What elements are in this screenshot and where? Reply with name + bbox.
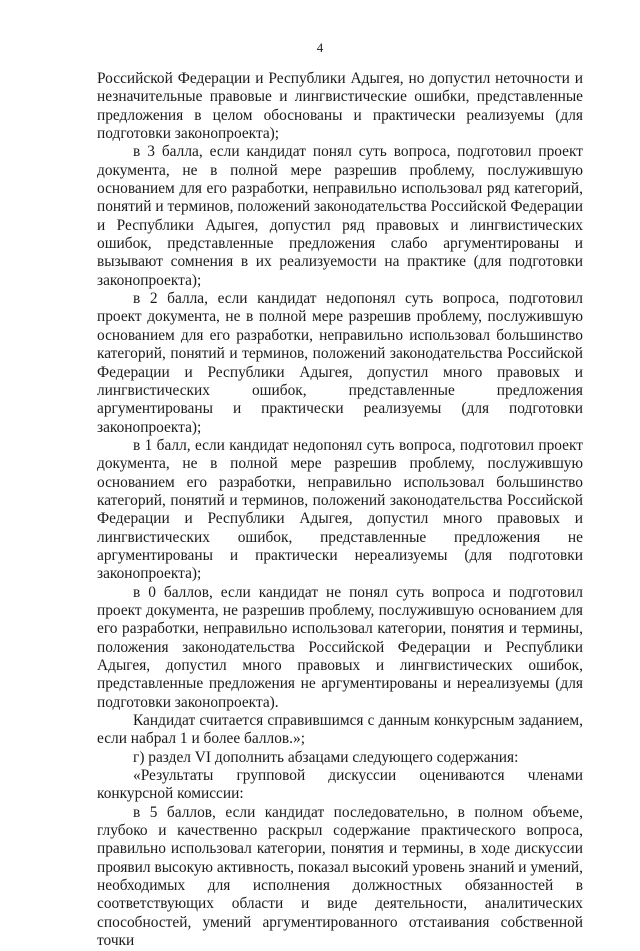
paragraph-pass-condition: Кандидат считается справившимся с данным конкурсным заданием, если набрал 1 и более баллов.»; [97,712,583,748]
paragraph-score-1: в 1 балл, если кандидат недопонял суть вопроса, подготовил проект документа, не в полной мере разрешив проблему, послужившую основанием его разработки, неправильно использовал большинство категорий, понятий и терминов, положений законодательства Российской Федерации и Республики Адыгея, допустил много правовых и лингвистических ошибок, представленные предложения не аргументированы и практически нереализуемы (для подготовки законопроекта); [97,436,583,583]
paragraph-score-3: в 3 балла, если кандидат понял суть вопроса, подготовил проект документа, не в полной мере разрешив проблему, послужившую основанием для его разработки, неправильно использовал ряд категорий, понятий и терминов, положений законодательства Российской Федерации и Республики Адыгея, допустил ряд правовых и лингвистических ошибок, представленные предложения слабо аргументированы и вызывают сомнения в их реализуемости на практике (для подготовки законопроекта); [97,143,583,289]
paragraph-continuation: Российской Федерации и Республики Адыгея, но допустил неточности и незначительные правовые и лингвистические ошибки, представленные предложения в целом обоснованы и практически реализуемы (для подготовки законопроекта); [97,70,583,143]
paragraph-section-vi-amendment: г) раздел VI дополнить абзацами следующего содержания: [133,748,519,766]
page-number: 4 [316,40,324,55]
paragraph-score-0: в 0 баллов, если кандидат не понял суть вопроса и подготовил проект документа, не разрешив проблему, послужившую основанием для его разработки, неправильно использовал категории, понятия и термины, положения законодательства Российской Федерации и Республики Адыгея, допустил много правовых и лингвистических ошибок, представленные предложения не аргументированы и нереализуемы (для подготовки законопроекта). [97,583,583,711]
paragraph-discussion-score-5: в 5 баллов, если кандидат последовательно, в полном объеме, глубоко и качественно раскрыл содержание практического вопроса, правильно использовал категории, понятия и термины, в ходе дискуссии проявил высокую активность, показал высокий уровень знаний и умений, необходимых для исполнения должностных обязанностей в соответствующих области и виде деятельности, аналитических способностей, умений аргументированного отстаивания собственной точки [97,803,583,950]
paragraph-score-2: в 2 балла, если кандидат недопонял суть вопроса, подготовил проект документа, не в полной мере разрешив проблему, послужившую основанием для его разработки, неправильно использовал большинство категорий, понятий и терминов, положений законодательства Российской Федерации и Республики Адыгея, допустил много правовых и лингвистических ошибок, представленные предложения аргументированы и практически реализуемы (для подготовки законопроекта); [97,290,583,436]
document-body [97,70,583,951]
paragraph-group-discussion-intro: «Результаты групповой дискуссии оцениваются членами конкурсной комиссии: [97,767,583,803]
